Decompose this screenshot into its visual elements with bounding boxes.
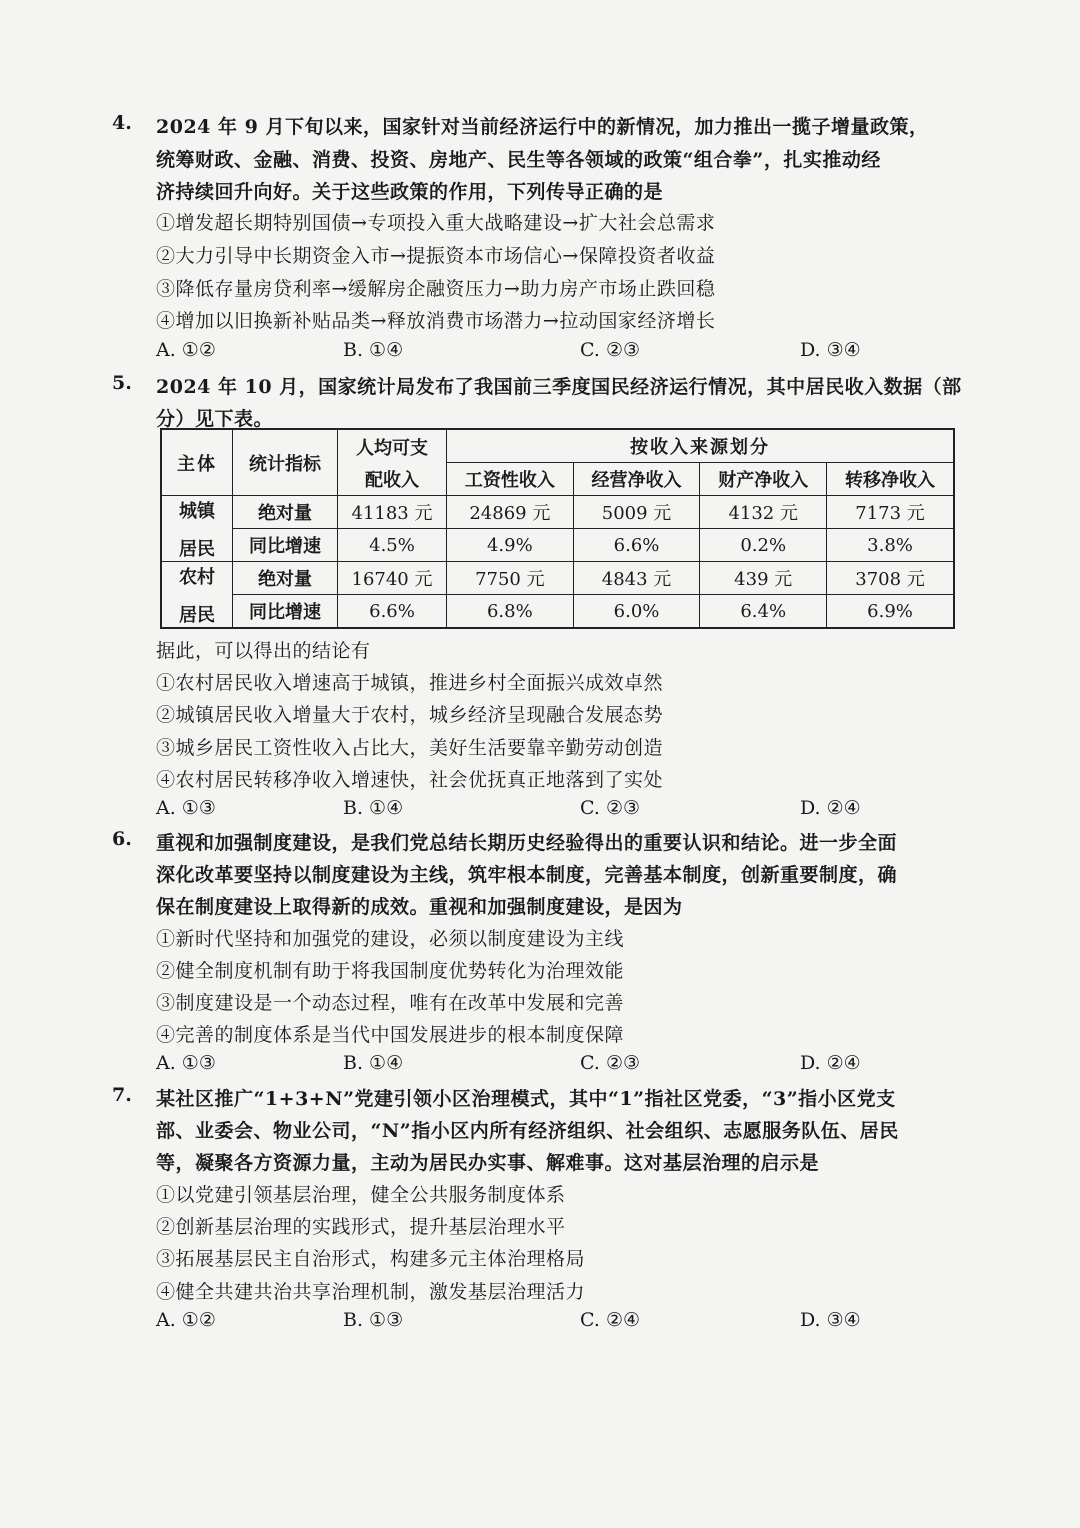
table-cell: 3.8%	[827, 529, 954, 562]
question-stem-line: 保在制度建设上取得新的成效。重视和加强制度建设，是因为	[156, 896, 683, 918]
row-group-rural	[161, 562, 233, 629]
statement-3: ③城乡居民工资性收入占比大，美好生活要靠辛勤劳动创造	[156, 737, 664, 759]
table-cell: 5009 元	[573, 496, 700, 529]
table-cell: 4132 元	[700, 496, 827, 529]
header-business: 经营净收入	[573, 463, 700, 496]
table-cell: 4.9%	[447, 529, 574, 562]
option-c[interactable]: C. ②③	[580, 339, 641, 361]
question-stem-line: 部、业委会、物业公司，“N”指小区内所有经济组织、社会组织、志愿服务队伍、居民	[156, 1120, 899, 1142]
table-cell: 439 元	[700, 562, 827, 595]
option-a[interactable]: A. ①②	[156, 339, 216, 361]
question-number: 4.	[112, 112, 132, 134]
row-group-label: 农村	[179, 566, 215, 588]
question-number: 5.	[112, 372, 132, 394]
table-cell: 24869 元	[447, 496, 574, 529]
statement-4: ④农村居民转移净收入增速快，社会优抚真正地落到了实处	[156, 769, 664, 791]
header-wage: 工资性收入	[447, 463, 574, 496]
statement-3: ③制度建设是一个动态过程，唯有在改革中发展和完善	[156, 992, 625, 1014]
table-cell: 3708 元	[827, 562, 954, 595]
header-per-capita	[338, 429, 447, 496]
header-indicator: 统计指标	[233, 429, 338, 496]
table-cell: 6.6%	[338, 595, 447, 629]
table-cell: 7750 元	[447, 562, 574, 595]
table-cell: 0.2%	[700, 529, 827, 562]
statement-4: ④完善的制度体系是当代中国发展进步的根本制度保障	[156, 1024, 625, 1046]
option-d[interactable]: D. ②④	[800, 797, 861, 819]
table-cell: 41183 元	[338, 496, 447, 529]
indicator-abs: 绝对量	[233, 496, 338, 529]
statement-2: ②大力引导中长期资金入市→提振资本市场信心→保障投资者收益	[156, 245, 716, 267]
option-c[interactable]: C. ②③	[580, 1052, 641, 1074]
header-transfer: 转移净收入	[827, 463, 954, 496]
statement-2: ②创新基层治理的实践形式，提升基层治理水平	[156, 1216, 566, 1238]
question-stem-line: 某社区推广“1+3+N”党建引领小区治理模式，其中“1”指社区党委，“3”指小区党支	[156, 1088, 896, 1110]
question-stem-line: 统筹财政、金融、消费、投资、房地产、民生等各领域的政策“组合拳”，扎实推动经	[156, 149, 881, 171]
statement-1: ①农村居民收入增速高于城镇，推进乡村全面振兴成效卓然	[156, 672, 664, 694]
statement-4: ④健全共建共治共享治理机制，激发基层治理活力	[156, 1281, 586, 1303]
statement-3: ③拓展基层民主自治形式，构建多元主体治理格局	[156, 1248, 586, 1270]
table-row	[161, 529, 954, 562]
option-a[interactable]: A. ①③	[156, 797, 216, 819]
row-group-urban	[161, 496, 233, 562]
option-a[interactable]: A. ①②	[156, 1309, 216, 1331]
question-stem-line: 2024 年 9 月下旬以来，国家针对当前经济运行中的新情况，加力推出一揽子增量政策，	[156, 116, 929, 138]
option-d[interactable]: D. ②④	[800, 1052, 861, 1074]
table-row	[161, 595, 954, 629]
statement-1: ①新时代坚持和加强党的建设，必须以制度建设为主线	[156, 928, 625, 950]
table-cell: 6.0%	[573, 595, 700, 629]
statement-3: ③降低存量房贷利率→缓解房企融资压力→助力房产市场止跌回稳	[156, 278, 716, 300]
header-by-source: 按收入来源划分	[447, 429, 955, 463]
option-a[interactable]: A. ①③	[156, 1052, 216, 1074]
statement-1: ①以党建引领基层治理，健全公共服务制度体系	[156, 1184, 566, 1206]
table-cell: 6.4%	[700, 595, 827, 629]
table-row	[161, 562, 954, 595]
table-cell: 4.5%	[338, 529, 447, 562]
question-stem-line: 济持续回升向好。关于这些政策的作用，下列传导正确的是	[156, 181, 664, 203]
table-cell: 4843 元	[573, 562, 700, 595]
option-b[interactable]: B. ①④	[343, 339, 404, 361]
option-c[interactable]: C. ②④	[580, 1309, 641, 1331]
question-number: 6.	[112, 828, 132, 850]
option-d[interactable]: D. ③④	[800, 339, 861, 361]
statement-1: ①增发超长期特别国债→专项投入重大战略建设→扩大社会总需求	[156, 212, 716, 234]
table-cell: 6.9%	[827, 595, 954, 629]
question-stem-line: 深化改革要坚持以制度建设为主线，筑牢根本制度，完善基本制度，创新重要制度，确	[156, 864, 898, 886]
option-d[interactable]: D. ③④	[800, 1309, 861, 1331]
header-property: 财产净收入	[700, 463, 827, 496]
statement-2: ②健全制度机制有助于将我国制度优势转化为治理效能	[156, 960, 625, 982]
income-table	[160, 428, 955, 629]
header-per-capita-line2: 配收入	[365, 469, 419, 491]
row-group-label: 居民	[179, 538, 215, 560]
question-stem-line: 分）见下表。	[156, 408, 274, 430]
option-b[interactable]: B. ①④	[343, 797, 404, 819]
table-row	[161, 496, 954, 529]
header-per-capita-line1: 人均可支	[356, 437, 428, 459]
table-cell: 7173 元	[827, 496, 954, 529]
statement-2: ②城镇居民收入增量大于农村，城乡经济呈现融合发展态势	[156, 704, 664, 726]
table-cell: 16740 元	[338, 562, 447, 595]
question-stem-line: 等，凝聚各方资源力量，主动为居民办实事、解难事。这对基层治理的启示是	[156, 1152, 820, 1174]
option-c[interactable]: C. ②③	[580, 797, 641, 819]
header-subject: 主体	[161, 429, 233, 496]
indicator-growth: 同比增速	[233, 529, 338, 562]
question-prompt: 据此，可以得出的结论有	[156, 640, 371, 662]
option-b[interactable]: B. ①③	[343, 1309, 404, 1331]
option-b[interactable]: B. ①④	[343, 1052, 404, 1074]
statement-4: ④增加以旧换新补贴品类→释放消费市场潜力→拉动国家经济增长	[156, 310, 716, 332]
table-cell: 6.6%	[573, 529, 700, 562]
row-group-label: 城镇	[179, 500, 215, 522]
indicator-abs: 绝对量	[233, 562, 338, 595]
question-stem-line: 重视和加强制度建设，是我们党总结长期历史经验得出的重要认识和结论。进一步全面	[156, 832, 898, 854]
row-group-label: 居民	[179, 604, 215, 626]
question-number: 7.	[112, 1084, 132, 1106]
question-stem-line: 2024 年 10 月，国家统计局发布了我国前三季度国民经济运行情况，其中居民收入数据（部	[156, 376, 962, 398]
table-cell: 6.8%	[447, 595, 574, 629]
indicator-growth: 同比增速	[233, 595, 338, 629]
